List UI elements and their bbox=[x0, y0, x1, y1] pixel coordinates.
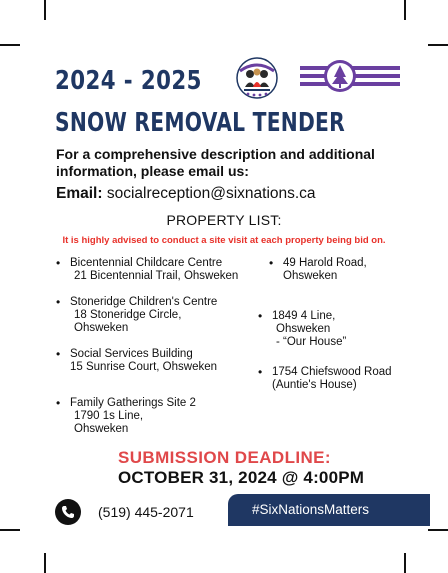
email-line bbox=[56, 185, 316, 203]
email-label: Email: bbox=[56, 185, 103, 202]
crop-mark bbox=[44, 0, 46, 20]
property-name: Social Services Building bbox=[70, 348, 193, 360]
property-note: - “Our House” bbox=[276, 336, 347, 348]
phone-number[interactable]: (519) 445-2071 bbox=[98, 504, 194, 520]
property-item bbox=[258, 309, 347, 349]
property-address: 21 Bicentennial Trail, Ohsweken bbox=[74, 270, 239, 282]
property-name: Family Gatherings Site 2 bbox=[70, 397, 196, 409]
property-item bbox=[258, 365, 392, 392]
property-note: (Auntie's House) bbox=[272, 379, 357, 391]
property-item bbox=[56, 347, 218, 374]
property-item bbox=[56, 295, 218, 335]
bullet-icon: • bbox=[56, 396, 61, 410]
property-address: Ohsweken bbox=[74, 322, 129, 334]
crop-mark bbox=[44, 553, 46, 573]
property-list-heading: PROPERTY LIST: bbox=[166, 212, 282, 228]
page-title: SNOW REMOVAL TENDER bbox=[55, 108, 346, 138]
email-link[interactable]: socialreception@sixnations.ca bbox=[106, 185, 316, 202]
year-heading: 2024 - 2025 bbox=[55, 66, 202, 96]
property-name: 1849 4 Line, bbox=[272, 310, 336, 322]
property-address: 15 Sunrise Court, Ohsweken bbox=[70, 361, 218, 373]
property-address: Ohsweken bbox=[74, 423, 129, 435]
property-item bbox=[56, 396, 196, 436]
property-name: 49 Harold Road, bbox=[283, 257, 367, 269]
bullet-icon: • bbox=[56, 256, 61, 270]
crop-mark bbox=[0, 44, 20, 46]
property-address: Ohsweken bbox=[276, 323, 331, 335]
bullet-icon: • bbox=[56, 347, 61, 361]
bullet-icon: • bbox=[258, 365, 263, 379]
bullet-icon: • bbox=[269, 256, 274, 270]
deadline-date: OCTOBER 31, 2024 @ 4:00PM bbox=[118, 468, 365, 487]
property-address: 1790 1s Line, bbox=[74, 410, 144, 422]
crop-mark bbox=[0, 529, 20, 531]
bullet-icon: • bbox=[56, 295, 61, 309]
phone-icon bbox=[55, 499, 81, 525]
crop-mark bbox=[404, 553, 406, 573]
property-item bbox=[56, 256, 239, 283]
bullet-icon: • bbox=[258, 309, 263, 323]
six-nations-logo bbox=[300, 57, 400, 97]
property-name: Stoneridge Children's Centre bbox=[70, 296, 218, 308]
social-services-logo bbox=[236, 57, 278, 99]
property-address: Ohsweken bbox=[283, 270, 338, 282]
crop-mark bbox=[404, 0, 406, 20]
property-name: Bicentennial Childcare Centre bbox=[70, 257, 223, 269]
deadline-label: SUBMISSION DEADLINE: bbox=[118, 448, 331, 467]
intro-text: For a comprehensive description and additional information, please email us: bbox=[56, 146, 375, 179]
crop-mark bbox=[428, 44, 448, 46]
property-name: 1754 Chiefswood Road bbox=[272, 366, 392, 378]
crop-mark bbox=[428, 529, 448, 531]
property-address: 18 Stoneridge Circle, bbox=[74, 309, 182, 321]
property-item bbox=[269, 256, 367, 283]
site-visit-advice: It is highly advised to conduct a site visit at each property being bid on. bbox=[62, 235, 386, 246]
hashtag-text: #SixNationsMatters bbox=[252, 502, 370, 517]
